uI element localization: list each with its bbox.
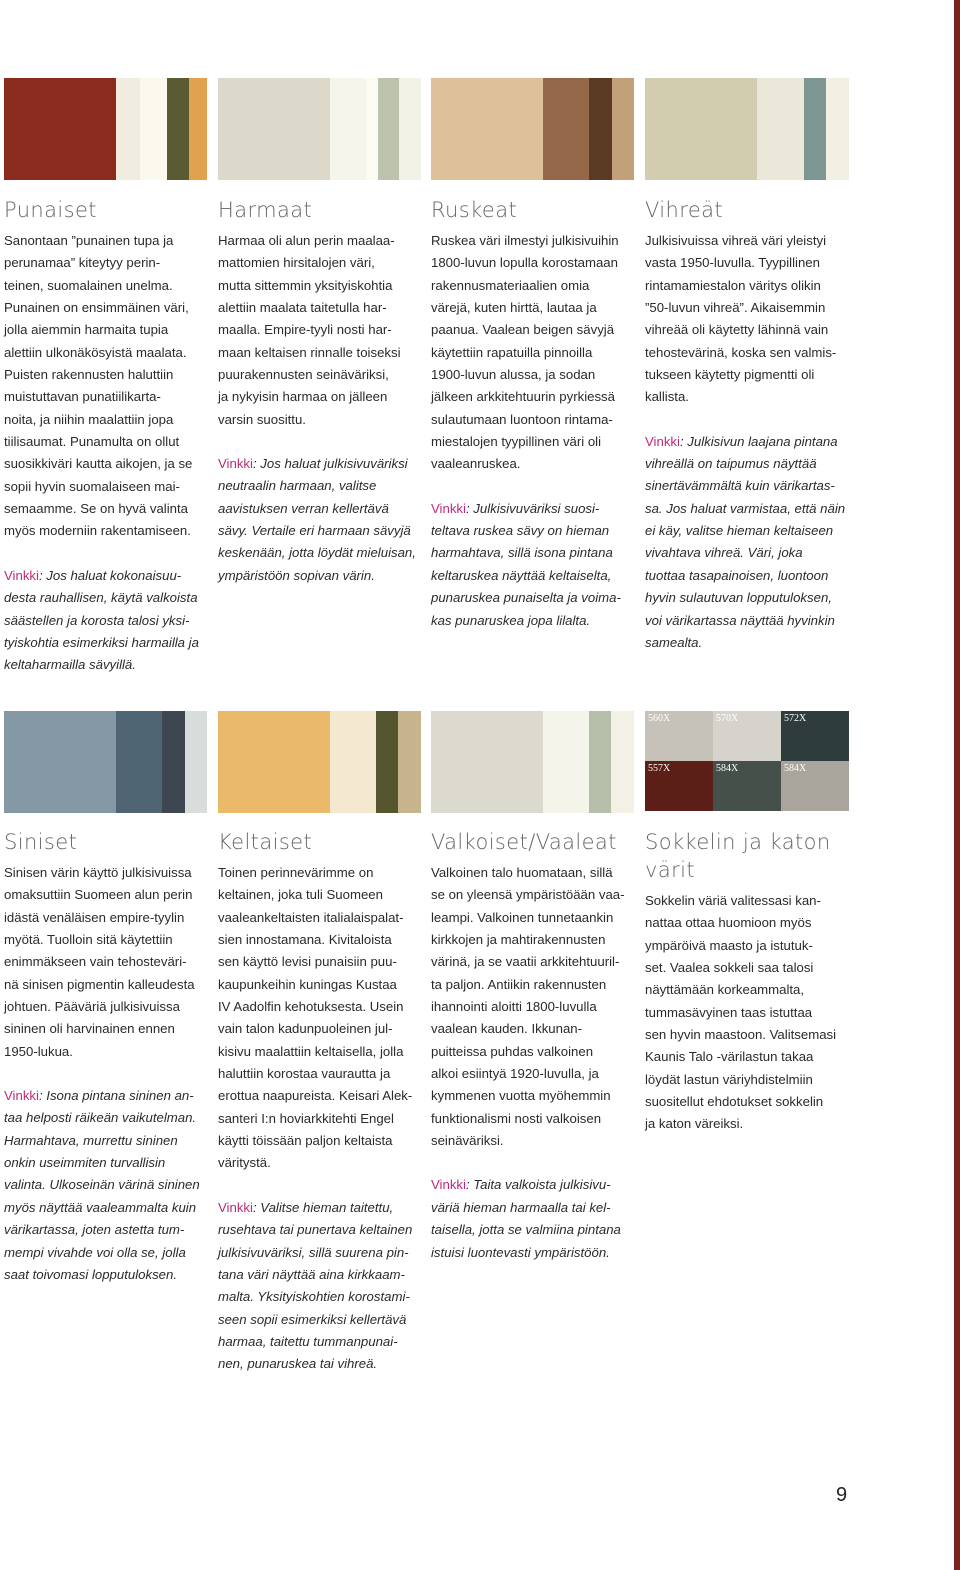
swatch-strip-ruskeat — [431, 78, 634, 180]
section-body: Sinisen värin käyttö julkisivuissa omaksuttiin Suomeen alun perin idästä venäläisen empire-tyylin myötä. Tuolloin sitä käytettiin enimmäkseen vain tehosteväri- nä sinisen pigmentin kalleudesta johtuen. Pääväriä julkisivuissa sininen oli harvinainen ennen 1950-lukua. — [4, 865, 195, 1059]
swatch — [589, 78, 612, 180]
tip-label: Vinkki — [218, 1199, 253, 1215]
swatch — [398, 711, 421, 813]
swatch — [116, 78, 140, 180]
section-heading: Punaiset — [4, 198, 97, 222]
swatch — [612, 78, 634, 180]
section-body: Sanontaan ”punainen tupa ja perunamaa” kiteytyy perin- teinen, suomalainen unelma. Punainen on ensimmäinen väri, jolla aiemmin harmaita tupia alettiin ulkonäkösyistä maalata. Puisten rakennusten haluttiin muistuttavan punatiilikarta- noita, ja niihin maalattiin jopa tiilisaumat. Punamulta on ollut suosikkiväri kautta aikojen, ja se sopii hyvin suomalaiseen mai- semaamme. Se on hyvä valinta myös moderniin rakentamiseen. — [4, 233, 193, 539]
swatch — [543, 711, 589, 813]
color-code-cell: 557X — [645, 761, 713, 811]
tip-content: : Taita valkoista julkisivu- väriä hieman harmaalla tai kel- taisella, jotta se valmiina pintana istuisi luontevasti ympäristöön. — [431, 1177, 621, 1260]
swatch — [189, 78, 207, 180]
swatch — [804, 78, 826, 180]
section-body: Toinen perinnevärimme on keltainen, joka tuli Suomeen vaaleankeltaisten italialaispalat- sien innostamana. Kivitaloista sen käyttö levisi punaisiin puu- kaupunkeihin kuningas Kustaa IV Aadolfin kehotuksesta. Usein vain talon kadunpuoleinen jul- kisivu maalattiin keltaisella, jolla haluttiin korostaa vaurautta ja erottua naapureista. Keisari Alek- santeri I:n hoviarkkitehti Engel käytti töissään paljon keltaista väritystä. — [218, 865, 413, 1171]
swatch — [4, 711, 116, 813]
swatch — [826, 78, 849, 180]
section-siniset — [4, 828, 209, 1286]
tip-text — [4, 565, 209, 677]
swatch — [140, 78, 167, 180]
page-edge-bar — [954, 0, 960, 1570]
swatch-strip-siniset — [4, 711, 207, 813]
section-punaiset — [4, 196, 209, 677]
page-number: 9 — [836, 1484, 848, 1506]
tip-content: : Jos haluat julkisivuväriksi neutraalin harmaan, valitse aavistuksen verran kellertävä sävy. Vertaile eri harmaan sävyjä keskenään, jotta löydät mieluisan, ympäristöön sopivan värin. — [218, 456, 416, 583]
section-keltaiset — [218, 828, 423, 1376]
swatch — [543, 78, 589, 180]
tip-content: : Julkisivun laajana pintana vihreällä on taipumus näyttää sinertävämmältä kuin värikartas- sa. Jos haluat varmistaa, että näin ei käy, valitse hieman keltaiseen vivahtava vihreä. Väri, joka tuottaa tasapainoisen, luontoon hyvin sulautuvan lopputuloksen, voi värikartassa näyttää hyvinkin samealta. — [645, 433, 846, 650]
tip-content: : Valitse hieman taitettu, rusehtava tai punertava keltainen julkisivuväriksi, sillä suurena pin- tana väri näyttää aina kirkkaam- malta. Yksityiskohtien korostami- seen sopii esimerkiksi kellertävä harmaa, taitettu tummanpunai- nen, punaruskea tai vihreä. — [218, 1199, 413, 1372]
swatch — [218, 711, 330, 813]
swatch — [378, 78, 399, 180]
section-sokkeli — [645, 828, 850, 1136]
section-heading: Ruskeat — [431, 198, 518, 222]
swatch — [330, 78, 366, 180]
swatch — [611, 711, 634, 813]
color-code-cell: 572X — [781, 711, 849, 761]
tip-text — [218, 1197, 423, 1376]
tip-label: Vinkki — [431, 1177, 466, 1193]
section-heading: Valkoiset/Vaaleat — [431, 830, 617, 854]
color-code-cell: 570X — [713, 711, 781, 761]
swatch-strip-keltaiset — [218, 711, 421, 813]
swatch-strip-punaiset — [4, 78, 207, 180]
section-harmaat — [218, 196, 423, 587]
swatch-strip-valkoiset — [431, 711, 634, 813]
section-body: Sokkelin väriä valitessasi kan- nattaa ottaa huomioon myös ympäröivä maasto ja istutuk- set. Vaalea sokkeli saa talosi näyttämään korkeammalta, tummasävyinen taas istuttaa sen hyvin maastoon. Valitsemasi Kaunis Talo -värilastun takaa löydät lastun väriyhdistelmiin suositellut ehdotukset sokkelin ja katon väreiksi. — [645, 893, 837, 1132]
color-code-cell: 560X — [645, 711, 713, 761]
swatch — [589, 711, 611, 813]
swatch — [162, 711, 185, 813]
swatch — [218, 78, 330, 180]
section-heading: Siniset — [4, 830, 78, 854]
swatch — [376, 711, 398, 813]
section-heading: Harmaat — [218, 198, 313, 222]
swatch — [185, 711, 207, 813]
tip-label: Vinkki — [431, 500, 466, 516]
swatch — [4, 78, 116, 180]
tip-text — [431, 1174, 636, 1263]
tip-text — [218, 453, 423, 587]
section-ruskeat — [431, 196, 636, 632]
section-body: Julkisivuissa vihreä väri yleistyi vasta 1950-luvulla. Tyypillinen rintamamiestalon väritys olikin ”50-luvun vihreä”. Aikaisemmin vihreää oli käytetty lähinnä vain tehostevärinä, koska sen valmis- tukseen käytetty pigmentti oli kallista. — [645, 233, 837, 405]
section-heading: Vihreät — [645, 198, 724, 222]
tip-text — [4, 1085, 209, 1286]
swatch-strip-vihreat — [645, 78, 849, 180]
tip-label: Vinkki — [4, 567, 39, 583]
swatch — [431, 78, 543, 180]
section-vihreat — [645, 196, 850, 654]
tip-content: : Julkisivuväriksi suosi- teltava ruskea sävy on hieman harmahtava, sillä isona pintana keltaruskea näyttää keltaiselta, punaruskea punaiselta ja voima- kas punaruskea jopa lilalta. — [431, 500, 621, 628]
color-code-cell: 584X — [781, 761, 849, 811]
tip-label: Vinkki — [645, 433, 680, 449]
tip-content: : Jos haluat kokonaisuu- desta rauhallisen, käytä valkoista säästellen ja korosta talosi yksi- tyiskohtia esimerkiksi harmailla ja keltaharmailla sävyillä. — [4, 567, 199, 673]
section-body: Harmaa oli alun perin maalaa- mattomien hirsitalojen väri, mutta sittemmin yksityiskohtia alettiin maalata taitetulla har- maalla. Empire-tyyli nosti har- maan keltaisen rinnalle toiseksi puurakennusten seinäväriksi, ja nykyisin harmaa on jälleen varsin suosittu. — [218, 233, 401, 427]
tip-content: : Isona pintana sininen an- taa helposti räikeän vaikutelman. Harmahtava, murrettu sininen onkin useimmiten turvallisin valinta. Ulkoseinän värinä sininen myös näyttää vaaleammalta kuin värikartassa, joten astetta tum- mempi vivahde voi olla se, jolla saat toivomasi lopputuloksen. — [4, 1088, 200, 1282]
swatch — [431, 711, 543, 813]
swatch — [399, 78, 421, 180]
section-valkoiset — [431, 828, 636, 1264]
swatch — [116, 711, 162, 813]
section-heading: Sokkelin ja katon värit — [645, 830, 831, 882]
swatch — [757, 78, 804, 180]
swatch — [366, 78, 378, 180]
tip-label: Vinkki — [4, 1088, 39, 1104]
swatch — [330, 711, 376, 813]
color-code-cell: 584X — [713, 761, 781, 811]
swatch — [167, 78, 189, 180]
section-heading: Keltaiset — [218, 830, 313, 854]
tip-label: Vinkki — [218, 456, 253, 472]
tip-text — [645, 431, 850, 654]
section-body: Ruskea väri ilmestyi julkisivuihin 1800-luvun lopulla korostamaan rakennusmateriaalien omia värejä, kuten hirttä, lautaa ja paanua. Vaalean beigen sävyjä käytettiin rapatuilla pinnoilla 1900-luvun alussa, ja sodan jälkeen arkkitehtuurin pyrkiessä sulautumaan luontoon rintama- miestalojen tyypillinen väri oli vaaleanruskea. — [431, 233, 619, 472]
tip-text — [431, 498, 636, 632]
swatch — [645, 78, 757, 180]
roof-sokkeli-color-grid — [645, 711, 849, 811]
section-body: Valkoinen talo huomataan, sillä se on yleensä ympäristöään vaa- leampi. Valkoinen tunnetaankin kirkkojen ja mahtirakennusten värinä, ja se vaatii arkkitehtuuril- ta paljon. Antiikin rakennusten ihannointi aloitti 1800-luvulla vaalean kauden. Ikkunan- puitteissa puhdas valkoinen alkoi esiintyä 1920-luvulla, ja kymmenen vuotta myöhemmin funktionalismi nosti valkoisen seinäväriksi. — [431, 865, 625, 1149]
swatch-strip-harmaat — [218, 78, 421, 180]
